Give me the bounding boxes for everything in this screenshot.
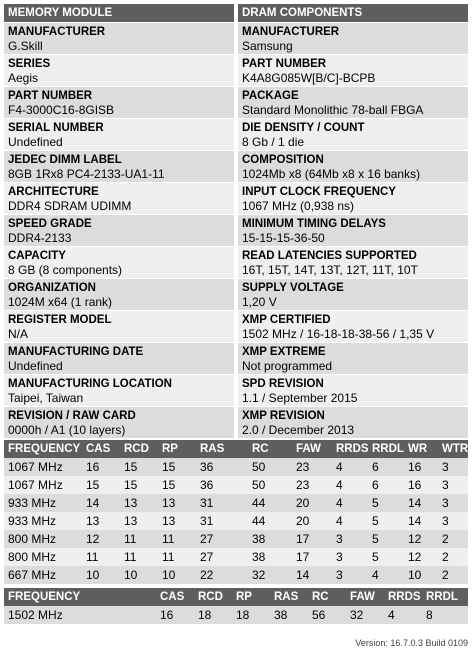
jedec-cell: 14 — [296, 568, 310, 582]
jedec-cell: 12 — [408, 532, 422, 546]
jedec-cell: 14 — [408, 496, 422, 510]
jedec-cell: 11 — [124, 550, 137, 564]
module-field — [4, 183, 234, 214]
jedec-cell: 36 — [200, 478, 214, 492]
dram-field — [238, 311, 468, 342]
jedec-cell: 10 — [408, 568, 422, 582]
module-field — [4, 151, 234, 182]
jedec-cell: 13 — [86, 514, 100, 528]
dram-field-value: Samsung — [242, 39, 293, 53]
dram-components-column — [238, 4, 468, 439]
jedec-cell: 12 — [408, 550, 422, 564]
module-field-value: F4-3000C16-8GISB — [8, 103, 115, 117]
dram-field-label: SPD REVISION — [242, 378, 324, 390]
dram-field-value: 16T, 15T, 14T, 13T, 12T, 11T, 10T — [242, 263, 418, 277]
jedec-cell: 50 — [252, 460, 266, 474]
module-field-label: SPEED GRADE — [8, 218, 92, 230]
module-field-value: 8 GB (8 components) — [8, 263, 123, 277]
jedec-cell: 667 MHz — [8, 568, 57, 582]
xmp-column-header: FAW — [350, 591, 375, 603]
jedec-row — [4, 512, 468, 530]
jedec-cell: 13 — [162, 514, 176, 528]
jedec-cell: 933 MHz — [8, 496, 57, 510]
jedec-column-header: CAS — [86, 443, 111, 455]
module-field-label: CAPACITY — [8, 250, 66, 262]
dram-field — [238, 375, 468, 406]
dram-field-label: INPUT CLOCK FREQUENCY — [242, 186, 396, 198]
jedec-cell: 23 — [296, 460, 310, 474]
xmp-header-row — [4, 588, 468, 606]
jedec-cell: 4 — [336, 514, 343, 528]
jedec-row — [4, 530, 468, 548]
jedec-cell: 20 — [296, 496, 310, 510]
jedec-cell: 3 — [442, 478, 449, 492]
xmp-cell: 1502 MHz — [8, 608, 63, 622]
xmp-cell: 18 — [198, 608, 212, 622]
dram-field — [238, 119, 468, 150]
dram-field-value: 1.1 / September 2015 — [242, 391, 358, 405]
jedec-cell: 31 — [200, 514, 214, 528]
xmp-column-header: RRDL — [426, 591, 458, 603]
memory-module-column — [4, 4, 234, 439]
jedec-cell: 32 — [252, 568, 266, 582]
jedec-cell: 3 — [442, 496, 449, 510]
module-field — [4, 55, 234, 86]
dram-field-label: DIE DENSITY / COUNT — [242, 122, 365, 134]
dram-field-value: 1502 MHz / 16-18-18-38-56 / 1,35 V — [242, 327, 435, 341]
jedec-cell: 15 — [162, 478, 176, 492]
jedec-cell: 16 — [86, 460, 100, 474]
jedec-cell: 10 — [162, 568, 176, 582]
module-field — [4, 119, 234, 150]
xmp-cell: 56 — [312, 608, 326, 622]
module-field-value: G.Skill — [8, 39, 43, 53]
xmp-column-header: FREQUENCY — [8, 591, 81, 603]
jedec-cell: 10 — [124, 568, 138, 582]
memory-module-header: MEMORY MODULE — [4, 4, 234, 22]
module-field-label: SERIES — [8, 58, 51, 70]
xmp-column-header: RAS — [274, 591, 299, 603]
dram-field-label: MANUFACTURER — [242, 26, 340, 38]
module-field-label: JEDEC DIMM LABEL — [8, 154, 122, 166]
jedec-cell: 5 — [372, 550, 379, 564]
dram-field-label: XMP REVISION — [242, 410, 325, 422]
jedec-cell: 22 — [200, 568, 214, 582]
xmp-cell: 38 — [274, 608, 288, 622]
dram-field — [238, 407, 468, 438]
xmp-column-header: RCD — [198, 591, 223, 603]
dram-field-value: Standard Monolithic 78-ball FBGA — [242, 103, 424, 117]
jedec-cell: 3 — [336, 550, 343, 564]
jedec-column-header: RRDL — [372, 443, 404, 455]
info-columns — [4, 4, 468, 439]
module-field-value: DDR4-2133 — [8, 231, 72, 245]
dram-field — [238, 247, 468, 278]
dram-field-value: 15-15-15-36-50 — [242, 231, 325, 245]
dram-field — [238, 55, 468, 86]
dram-field — [238, 87, 468, 118]
jedec-cell: 13 — [162, 496, 176, 510]
jedec-column-header: RAS — [200, 443, 225, 455]
xmp-cell: 8 — [426, 608, 433, 622]
module-field-value: Undefined — [8, 359, 63, 373]
xmp-cell: 18 — [236, 608, 250, 622]
jedec-cell: 23 — [296, 478, 310, 492]
jedec-cell: 13 — [124, 496, 138, 510]
jedec-cell: 4 — [336, 478, 343, 492]
jedec-cell: 14 — [408, 514, 422, 528]
jedec-column-header: WTRS — [442, 443, 476, 455]
jedec-cell: 44 — [252, 514, 266, 528]
jedec-column-header: WR — [408, 443, 428, 455]
module-field — [4, 279, 234, 310]
jedec-cell: 2 — [442, 550, 449, 564]
dram-field-label: SUPPLY VOLTAGE — [242, 282, 344, 294]
xmp-column-header: RP — [236, 591, 252, 603]
dram-field — [238, 151, 468, 182]
jedec-cell: 50 — [252, 478, 266, 492]
jedec-cell: 2 — [442, 568, 449, 582]
jedec-cell: 31 — [200, 496, 214, 510]
spd-report — [4, 4, 476, 624]
memory-module-fields — [4, 23, 234, 438]
jedec-row — [4, 566, 468, 584]
jedec-cell: 3 — [336, 568, 343, 582]
jedec-column-header: RRDS — [336, 443, 369, 455]
dram-components-header: DRAM COMPONENTS — [238, 4, 468, 22]
jedec-cell: 1067 MHz — [8, 460, 63, 474]
module-field — [4, 375, 234, 406]
module-field-value: 1024M x64 (1 rank) — [8, 295, 113, 309]
jedec-cell: 6 — [372, 460, 379, 474]
jedec-cell: 44 — [252, 496, 266, 510]
dram-field-value: 1024Mb x8 (64Mb x8 x 16 banks) — [242, 167, 421, 181]
jedec-cell: 16 — [408, 478, 422, 492]
xmp-cell: 16 — [160, 608, 174, 622]
module-field-value: Undefined — [8, 135, 63, 149]
dram-field-label: READ LATENCIES SUPPORTED — [242, 250, 417, 262]
jedec-cell: 6 — [372, 478, 379, 492]
dram-field — [238, 279, 468, 310]
module-field-value: Aegis — [8, 71, 39, 85]
dram-field-label: XMP EXTREME — [242, 346, 326, 358]
dram-components-fields — [238, 23, 468, 438]
jedec-column-header: RP — [162, 443, 178, 455]
module-field — [4, 23, 234, 54]
jedec-cell: 5 — [372, 532, 379, 546]
module-field — [4, 87, 234, 118]
jedec-row — [4, 458, 468, 476]
module-field-value: 8GB 1Rx8 PC4-2133-UA1-11 — [8, 167, 165, 181]
jedec-row — [4, 494, 468, 512]
module-field-value: N/A — [8, 327, 29, 341]
dram-field-label: PACKAGE — [242, 90, 299, 102]
xmp-timings-table — [4, 588, 468, 624]
jedec-cell: 14 — [86, 496, 100, 510]
jedec-cell: 11 — [86, 550, 99, 564]
jedec-column-header: RC — [252, 443, 269, 455]
dram-field-value: Not programmed — [242, 359, 333, 373]
jedec-row — [4, 548, 468, 566]
jedec-cell: 15 — [162, 460, 176, 474]
dram-field-value: 1,20 V — [242, 295, 277, 309]
module-field-label: MANUFACTURING DATE — [8, 346, 144, 358]
jedec-cell: 4 — [336, 496, 343, 510]
module-field-label: SERIAL NUMBER — [8, 122, 104, 134]
xmp-column-header: RC — [312, 591, 329, 603]
module-field-label: ARCHITECTURE — [8, 186, 99, 198]
dram-field-label: MINIMUM TIMING DELAYS — [242, 218, 386, 230]
xmp-column-header: RRDS — [388, 591, 421, 603]
jedec-cell: 11 — [162, 550, 175, 564]
xmp-row — [4, 606, 468, 624]
jedec-cell: 38 — [252, 550, 266, 564]
dram-field — [238, 343, 468, 374]
dram-field-value: K4A8G085W[B/C]-BCPB — [242, 71, 376, 85]
jedec-row — [4, 476, 468, 494]
dram-field — [238, 183, 468, 214]
module-field-value: DDR4 SDRAM UDIMM — [8, 199, 132, 213]
dram-field — [238, 215, 468, 246]
module-field — [4, 311, 234, 342]
jedec-header-row — [4, 440, 476, 458]
module-field — [4, 247, 234, 278]
xmp-cell: 32 — [350, 608, 364, 622]
dram-field-value: 8 Gb / 1 die — [242, 135, 305, 149]
jedec-cell: 800 MHz — [8, 532, 57, 546]
module-field-label: ORGANIZATION — [8, 282, 96, 294]
module-field — [4, 343, 234, 374]
jedec-cell: 3 — [336, 532, 343, 546]
xmp-cell: 4 — [388, 608, 395, 622]
jedec-cell: 38 — [252, 532, 266, 546]
module-field-value: Taipei, Taiwan — [8, 391, 84, 405]
jedec-cell: 12 — [86, 532, 100, 546]
jedec-cell: 27 — [200, 550, 214, 564]
xmp-column-header: CAS — [160, 591, 185, 603]
jedec-timings-table — [4, 440, 476, 584]
dram-field-value: 1067 MHz (0,938 ns) — [242, 199, 355, 213]
dram-field-value: 2.0 / December 2013 — [242, 423, 355, 437]
jedec-cell: 10 — [86, 568, 100, 582]
dram-field — [238, 23, 468, 54]
jedec-cell: 36 — [200, 460, 214, 474]
version-label: Version: 16.7.0.3 Build 0109 — [355, 638, 468, 648]
jedec-column-header: FREQUENCY — [8, 443, 81, 455]
jedec-cell: 13 — [124, 514, 138, 528]
module-field — [4, 407, 234, 438]
jedec-cell: 3 — [442, 514, 449, 528]
module-field — [4, 215, 234, 246]
jedec-cell: 17 — [296, 532, 310, 546]
jedec-cell: 800 MHz — [8, 550, 57, 564]
jedec-cell: 4 — [372, 568, 379, 582]
jedec-cell: 27 — [200, 532, 214, 546]
jedec-cell: 3 — [442, 460, 449, 474]
jedec-cell: 933 MHz — [8, 514, 57, 528]
module-field-label: PART NUMBER — [8, 90, 93, 102]
module-field-label: MANUFACTURING LOCATION — [8, 378, 172, 390]
jedec-cell: 15 — [86, 478, 100, 492]
module-field-label: REGISTER MODEL — [8, 314, 112, 326]
dram-field-label: PART NUMBER — [242, 58, 327, 70]
jedec-cell: 1067 MHz — [8, 478, 63, 492]
jedec-cell: 17 — [296, 550, 310, 564]
jedec-cell: 11 — [124, 532, 137, 546]
jedec-cell: 5 — [372, 514, 379, 528]
module-field-label: MANUFACTURER — [8, 26, 106, 38]
jedec-cell: 20 — [296, 514, 310, 528]
jedec-cell: 16 — [408, 460, 422, 474]
jedec-cell: 11 — [162, 532, 175, 546]
module-field-value: 0000h / A1 (10 layers) — [8, 423, 126, 437]
dram-field-label: XMP CERTIFIED — [242, 314, 331, 326]
module-field-label: REVISION / RAW CARD — [8, 410, 136, 422]
jedec-cell: 2 — [442, 532, 449, 546]
jedec-cell: 4 — [336, 460, 343, 474]
jedec-cell: 5 — [372, 496, 379, 510]
jedec-cell: 15 — [124, 478, 138, 492]
dram-field-label: COMPOSITION — [242, 154, 324, 166]
jedec-column-header: RCD — [124, 443, 149, 455]
jedec-column-header: FAW — [296, 443, 321, 455]
jedec-cell: 15 — [124, 460, 138, 474]
